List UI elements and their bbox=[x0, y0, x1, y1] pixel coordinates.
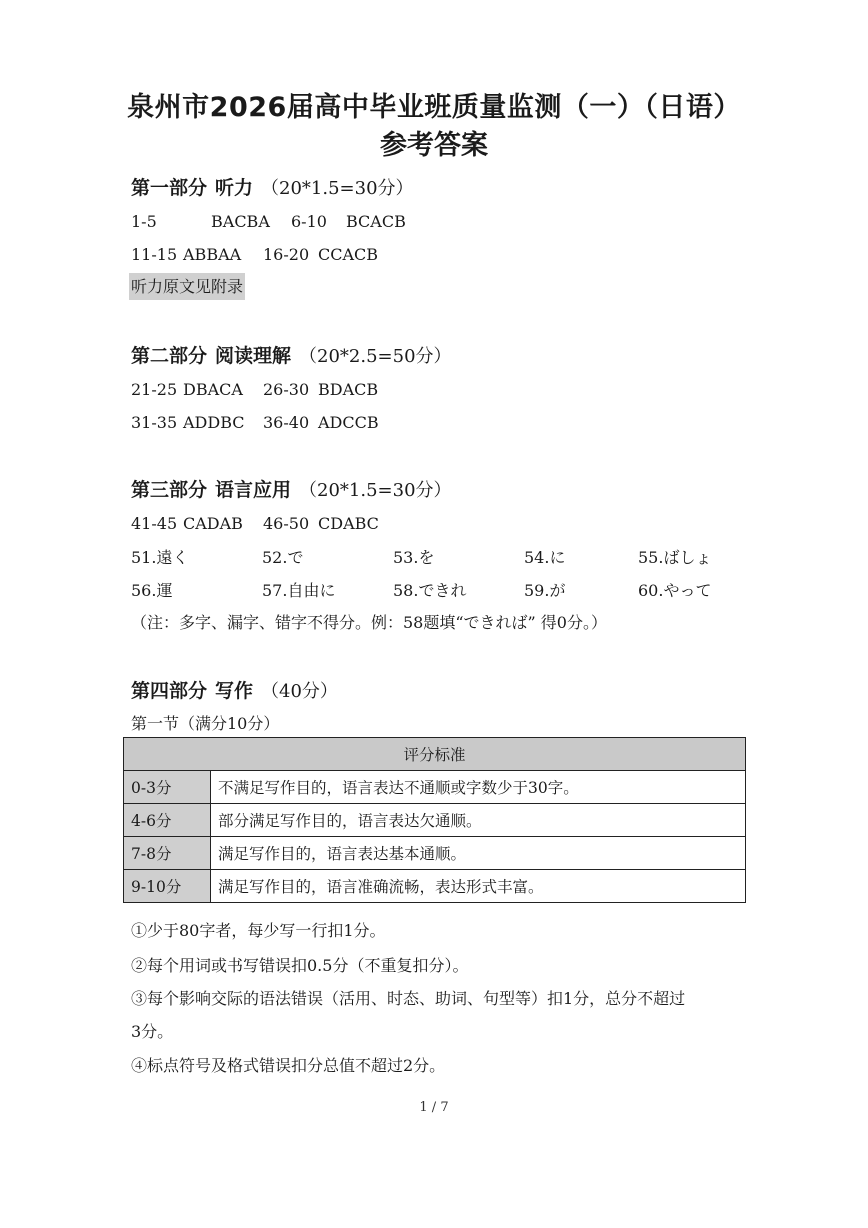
page-number: 1 / 7 bbox=[419, 1100, 449, 1115]
fill-answer: 56.運 bbox=[131, 581, 173, 600]
answer-line bbox=[131, 412, 379, 434]
fill-answer: 54.に bbox=[524, 548, 566, 567]
answer-values: CADAB bbox=[183, 514, 243, 533]
answer-values: DBACA bbox=[183, 380, 243, 399]
score-range: 7-8分 bbox=[124, 837, 211, 870]
part4-heading bbox=[131, 678, 338, 705]
fill-answer: 52.で bbox=[262, 548, 304, 567]
score-description: 部分满足写作目的，语言表达欠通顺。 bbox=[211, 804, 746, 837]
table-row bbox=[124, 804, 746, 837]
scoring-table bbox=[123, 737, 746, 903]
part4-name: 写作 bbox=[215, 680, 254, 702]
fill-answer: 60.やって bbox=[638, 581, 712, 600]
answer-line bbox=[131, 513, 379, 535]
answer-range: 31-35 bbox=[131, 413, 178, 432]
table-header-row bbox=[124, 738, 746, 771]
part4-label: 第四部分 bbox=[131, 680, 208, 702]
score-description: 满足写作目的，语言表达基本通顺。 bbox=[211, 837, 746, 870]
table-row bbox=[124, 837, 746, 870]
answer-line bbox=[131, 211, 406, 233]
fill-answer: 58.できれ bbox=[393, 581, 467, 600]
table-row bbox=[124, 870, 746, 903]
part2-score: （20*2.5=50分） bbox=[299, 346, 452, 367]
deduction-rule: ②每个用词或书写错误扣0.5分（不重复扣分）。 bbox=[131, 956, 469, 975]
listening-note-text: 听力原文见附录 bbox=[129, 273, 245, 300]
answer-range: 41-45 bbox=[131, 514, 178, 533]
answer-line bbox=[131, 379, 378, 401]
part2-name: 阅读理解 bbox=[215, 345, 292, 367]
answer-range: 46-50 bbox=[263, 514, 310, 533]
part1-name: 听力 bbox=[215, 177, 254, 199]
answer-values: CDABC bbox=[318, 514, 379, 533]
score-description: 满足写作目的，语言准确流畅，表达形式丰富。 bbox=[211, 870, 746, 903]
part3-name: 语言应用 bbox=[215, 479, 292, 501]
answer-values: CCACB bbox=[318, 245, 379, 264]
answer-values: ABBAA bbox=[183, 245, 242, 264]
answer-values: ADCCB bbox=[318, 413, 379, 432]
answer-line bbox=[131, 244, 378, 266]
fill-answer: 51.遠く bbox=[131, 548, 189, 567]
part1-score: （20*1.5=30分） bbox=[261, 178, 414, 199]
listening-note bbox=[129, 276, 245, 298]
part1-label: 第一部分 bbox=[131, 177, 208, 199]
answer-range: 21-25 bbox=[131, 380, 178, 399]
score-range: 9-10分 bbox=[124, 870, 211, 903]
document-subtitle: 参考答案 bbox=[380, 130, 488, 161]
answer-values: BCACB bbox=[346, 212, 406, 231]
fill-answer-row bbox=[131, 580, 771, 602]
part2-heading bbox=[131, 343, 452, 370]
answer-range: 36-40 bbox=[263, 413, 310, 432]
score-range: 4-6分 bbox=[124, 804, 211, 837]
fill-answer: 55.ばしょ bbox=[638, 548, 712, 567]
part3-note: （注：多字、漏字、错字不得分。例：58题填“できれば” 得0分。） bbox=[131, 613, 607, 632]
part3-heading bbox=[131, 477, 452, 504]
part1-heading bbox=[131, 175, 414, 202]
part4-score: （40分） bbox=[261, 681, 338, 702]
fill-answer-row bbox=[131, 547, 771, 569]
table-row bbox=[124, 771, 746, 804]
deduction-rule-continued: 3分。 bbox=[131, 1022, 174, 1041]
part3-score: （20*1.5=30分） bbox=[299, 480, 452, 501]
deduction-rule: ④标点符号及格式错误扣分总值不超过2分。 bbox=[131, 1056, 446, 1075]
title-block bbox=[0, 90, 868, 164]
score-description: 不满足写作目的，语言表达不通顺或字数少于30字。 bbox=[211, 771, 746, 804]
fill-answer: 59.が bbox=[524, 581, 566, 600]
fill-answer: 57.自由に bbox=[262, 581, 336, 600]
document-title: 泉州市2026届高中毕业班质量监测（一）（日语） bbox=[127, 92, 741, 123]
answer-range: 6-10 bbox=[291, 212, 327, 231]
answer-values: BDACB bbox=[318, 380, 379, 399]
score-range: 0-3分 bbox=[124, 771, 211, 804]
table-header: 评分标准 bbox=[124, 738, 746, 771]
fill-answer: 53.を bbox=[393, 548, 435, 567]
answer-range: 16-20 bbox=[263, 245, 310, 264]
answer-range: 1-5 bbox=[131, 212, 157, 231]
section1-title: 第一节（满分10分） bbox=[131, 714, 280, 733]
part2-label: 第二部分 bbox=[131, 345, 208, 367]
deduction-rule: ③每个影响交际的语法错误（活用、时态、助词、句型等）扣1分，总分不超过 bbox=[131, 989, 686, 1008]
answer-range: 11-15 bbox=[131, 245, 178, 264]
part3-label: 第三部分 bbox=[131, 479, 208, 501]
answer-values: BACBA bbox=[211, 212, 270, 231]
answer-values: ADDBC bbox=[183, 413, 245, 432]
deduction-rule: ①少于80字者，每少写一行扣1分。 bbox=[131, 921, 386, 940]
answer-range: 26-30 bbox=[263, 380, 310, 399]
